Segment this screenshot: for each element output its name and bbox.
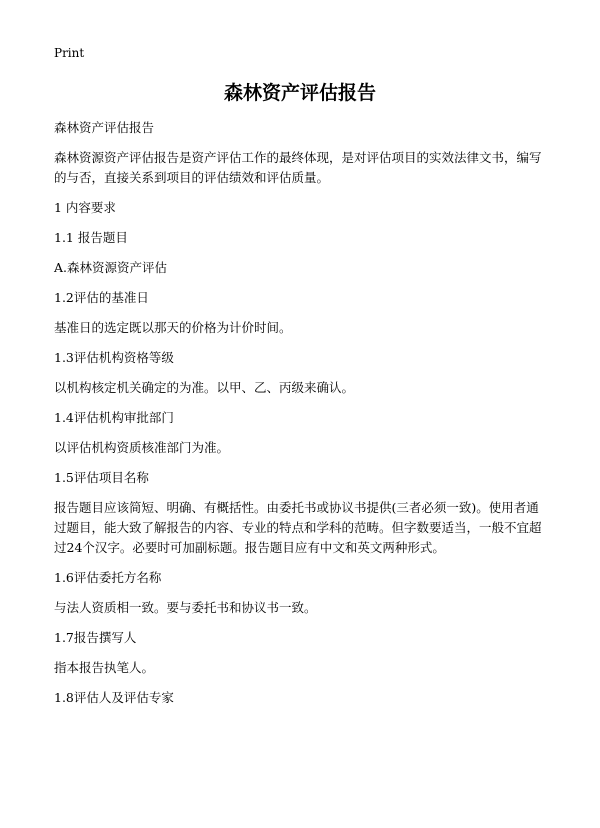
paragraph-1-2: 基准日的选定既以那天的价格为计价时间。 <box>54 320 292 335</box>
section-heading-1-6: 1.6评估委托方名称 <box>54 570 162 585</box>
section-heading-1-7: 1.7报告撰写人 <box>54 630 137 645</box>
section-heading-1-5: 1.5评估项目名称 <box>54 470 149 485</box>
paragraph-1-4: 以评估机构资质核准部门为准。 <box>54 440 230 455</box>
document-title: 森林资产评估报告 <box>223 82 376 104</box>
paragraph-intro: 森林资源资产评估报告是资产评估工作的最终体现，是对评估项目的实效法律文书，编写的与否，直接关系到项目的评估绩效和评估质量。 <box>54 150 542 185</box>
section-heading-1-2: 1.2评估的基准日 <box>54 290 149 305</box>
section-heading-1-4: 1.4评估机构审批部门 <box>54 410 174 425</box>
section-heading-1-3: 1.3评估机构资格等级 <box>54 350 174 365</box>
paragraph-1-6: 与法人资质相一致。要与委托书和协议书一致。 <box>54 600 317 615</box>
paragraph-1-1: A.森林资源资产评估 <box>54 260 168 275</box>
paragraph-1-5: 报告题目应该简短、明确、有概括性。由委托书或协议书提供(三者必须一致)。使用者通过题目，能大致了解报告的内容、专业的特点和学科的范畴。但字数要适当，一般不宜超过24个汉字。必要时可加副标题。报告题目应有中文和英文两种形式。 <box>54 500 542 555</box>
paragraph-subtitle: 森林资产评估报告 <box>54 120 155 135</box>
section-heading-1-8: 1.8评估人及评估专家 <box>54 690 174 705</box>
print-link[interactable]: Print <box>54 46 85 60</box>
paragraph-1-3: 以机构核定机关确定的为准。以甲、乙、丙级来确认。 <box>54 380 355 395</box>
paragraph-1-7: 指本报告执笔人。 <box>54 660 155 675</box>
section-heading-1-1: 1.1 报告题目 <box>54 230 128 245</box>
document-body <box>54 118 548 718</box>
section-heading-1: 1 内容要求 <box>54 200 116 215</box>
